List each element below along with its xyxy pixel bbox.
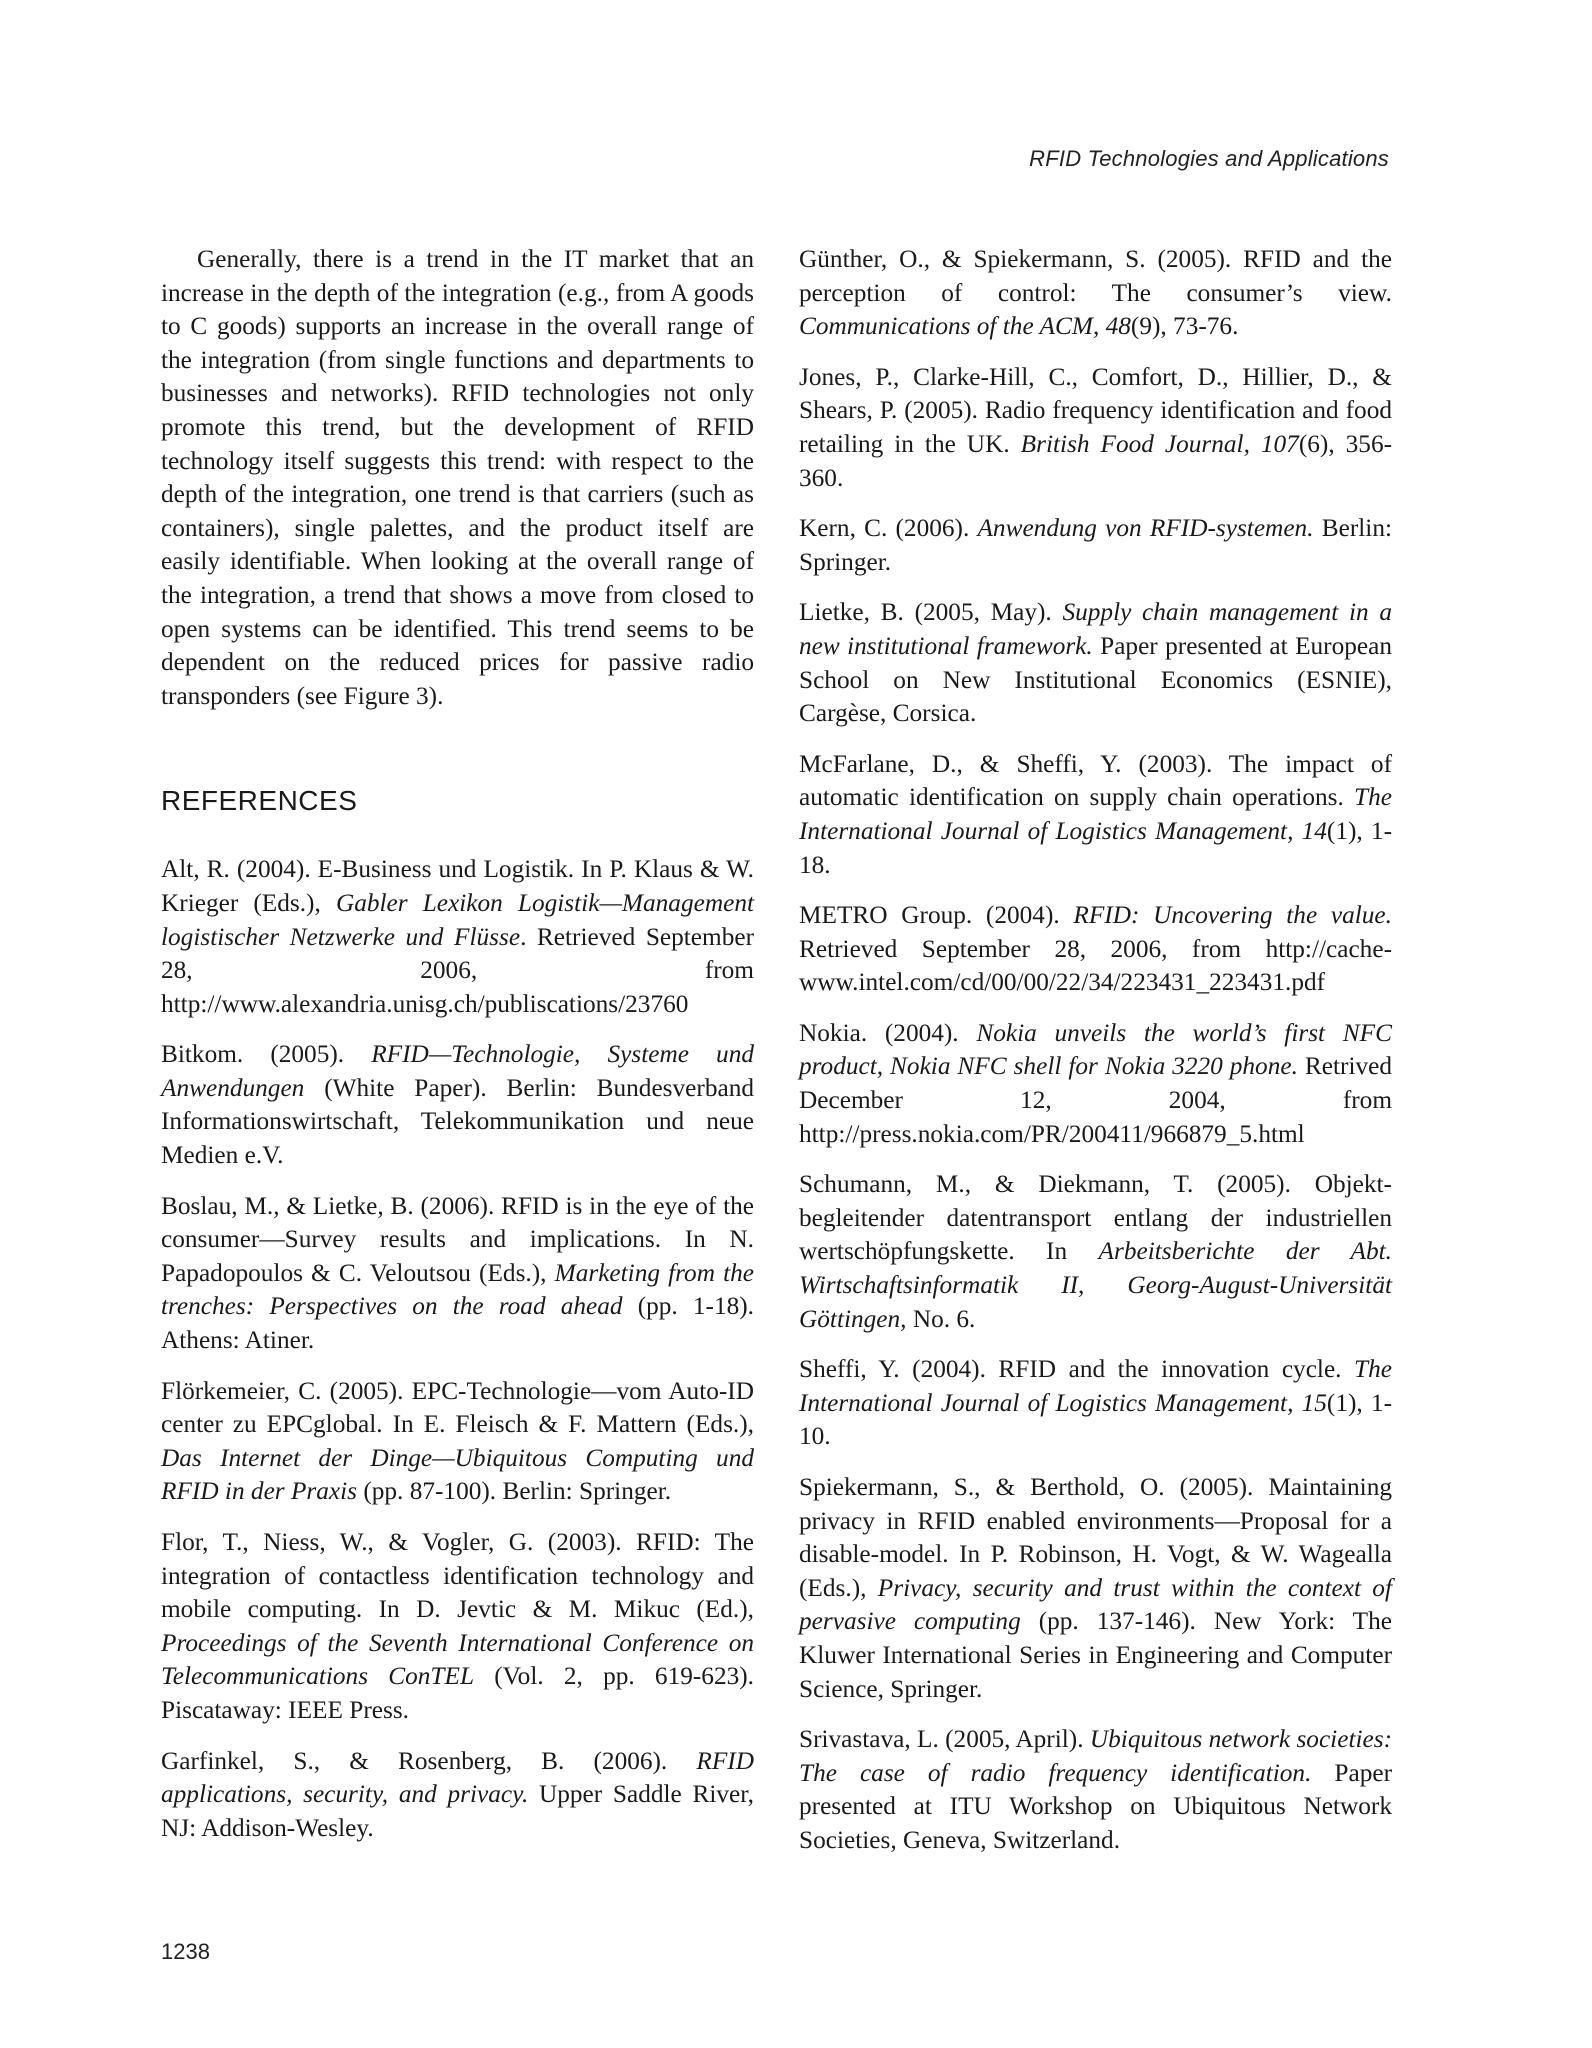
reference-entry: Lietke, B. (2005, May). Supply chain management in a new institutional framework. Paper presented at European School on New Institutional Economics (ESNIE), Cargèse, Corsica.	[799, 598, 1392, 728]
reference-entry: Schumann, M., & Diekmann, T. (2005). Objekt-begleitender datentransport entlang der industriellen wertschöpfungskette. In Arbeitsberichte der Abt. Wirtschaftsinformatik II, Georg-August-Universität Göttingen, No. 6.	[799, 1170, 1392, 1333]
reference-entry: McFarlane, D., & Sheffi, Y. (2003). The impact of automatic identification on supply chain operations. The International Journal of Logistics Management, 14(1), 1-18.	[799, 749, 1392, 879]
reference-entry: Nokia. (2004). Nokia unveils the world’s first NFC product, Nokia NFC shell for Nokia 3220 phone. Retrived December 12, 2004, from http://press.nokia.com/PR/200411/966879_5.html	[799, 1018, 1393, 1148]
running-header: RFID Technologies and Applications	[1029, 146, 1389, 171]
reference-entry: Günther, O., & Spiekermann, S. (2005). RFID and the perception of control: The consumer’s view. Communications of the ACM, 48(9), 73-76.	[799, 245, 1392, 341]
body-paragraph: Generally, there is a trend in the IT market that an increase in the depth of the integration (e.g., from A goods to C goods) supports an increase in the overall range of the integration (from single functions and departments to businesses and networks). RFID technologies not only promote this trend, but the development of RFID technology itself suggests this trend: with respect to the depth of the integration, one trend is that carriers (such as containers), single palettes, and the product itself are easily identifiable. When looking at the overall range of the integration, a trend that shows a move from closed to open systems can be identified. This trend seems to be dependent on the reduced prices for passive radio transponders (see Figure 3).	[161, 245, 754, 710]
reference-entry: METRO Group. (2004). RFID: Uncovering the value. Retrieved September 28, 2006, from http://cache-www.intel.com/cd/00/00/22/34/223431_223431.pdf	[799, 901, 1392, 997]
reference-entry: Bitkom. (2005). RFID—Technologie, Systeme und Anwendungen (White Paper). Berlin: Bundesverband Informationswirtschaft, Telekommunikation und neue Medien e.V.	[161, 1040, 754, 1170]
reference-entry: Flor, T., Niess, W., & Vogler, G. (2003). RFID: The integration of contactless identification technology and mobile computing. In D. Jevtic & M. Mikuc (Ed.), Proceedings of the Seventh International Conference on Telecommunications ConTEL (Vol. 2, pp. 619-623). Piscataway: IEEE Press.	[161, 1528, 754, 1724]
right-column	[799, 243, 1392, 1875]
reference-entry: Jones, P., Clarke-Hill, C., Comfort, D., Hillier, D., & Shears, P. (2005). Radio frequency identification and food retailing in the UK. British Food Journal, 107(6), 356-360.	[799, 362, 1393, 492]
reference-entry: Sheffi, Y. (2004). RFID and the innovation cycle. The International Journal of Logistics Management, 15(1), 1-10.	[799, 1355, 1392, 1451]
page-number: 1238	[161, 1939, 210, 1964]
reference-entry: Flörkemeier, C. (2005). EPC-Technologie—vom Auto-ID center zu EPCglobal. In E. Fleisch & F. Mattern (Eds.), Das Internet der Dinge—Ubiquitous Computing und RFID in der Praxis (pp. 87-100). Berlin: Springer.	[161, 1376, 754, 1506]
reference-entry: Garfinkel, S., & Rosenberg, B. (2006). RFID applications, security, and privacy. Upper Saddle River, NJ: Addison-Wesley.	[161, 1746, 754, 1842]
reference-entry: Spiekermann, S., & Berthold, O. (2005). Maintaining privacy in RFID enabled environments—Proposal for a disable-model. In P. Robinson, H. Vogt, & W. Wagealla (Eds.), Privacy, security and trust within the context of pervasive computing (pp. 137-146). New York: The Kluwer International Series in Engineering and Computer Science, Springer.	[799, 1473, 1392, 1703]
reference-entry: Kern, C. (2006). Anwendung von RFID-systemen. Berlin: Springer.	[799, 514, 1392, 576]
reference-entry: Srivastava, L. (2005, April). Ubiquitous network societies: The case of radio frequency identification. Paper presented at ITU Workshop on Ubiquitous Network Societies, Geneva, Switzerland.	[799, 1725, 1393, 1854]
references-heading: REFERENCES	[161, 785, 358, 817]
left-column	[161, 243, 754, 1862]
reference-entry: Alt, R. (2004). E-Business und Logistik. In P. Klaus & W. Krieger (Eds.), Gabler Lexikon Logistik—Management logistischer Netzwerke und Flüsse. Retrieved September 28, 2006, from http://www.alexandria.unisg.ch/publiscations/23760	[161, 855, 754, 1018]
reference-entry: Boslau, M., & Lietke, B. (2006). RFID is in the eye of the consumer—Survey results and implications. In N. Papadopoulos & C. Veloutsou (Eds.), Marketing from the trenches: Perspectives on the road ahead (pp. 1-18). Athens: Atiner.	[161, 1191, 755, 1355]
